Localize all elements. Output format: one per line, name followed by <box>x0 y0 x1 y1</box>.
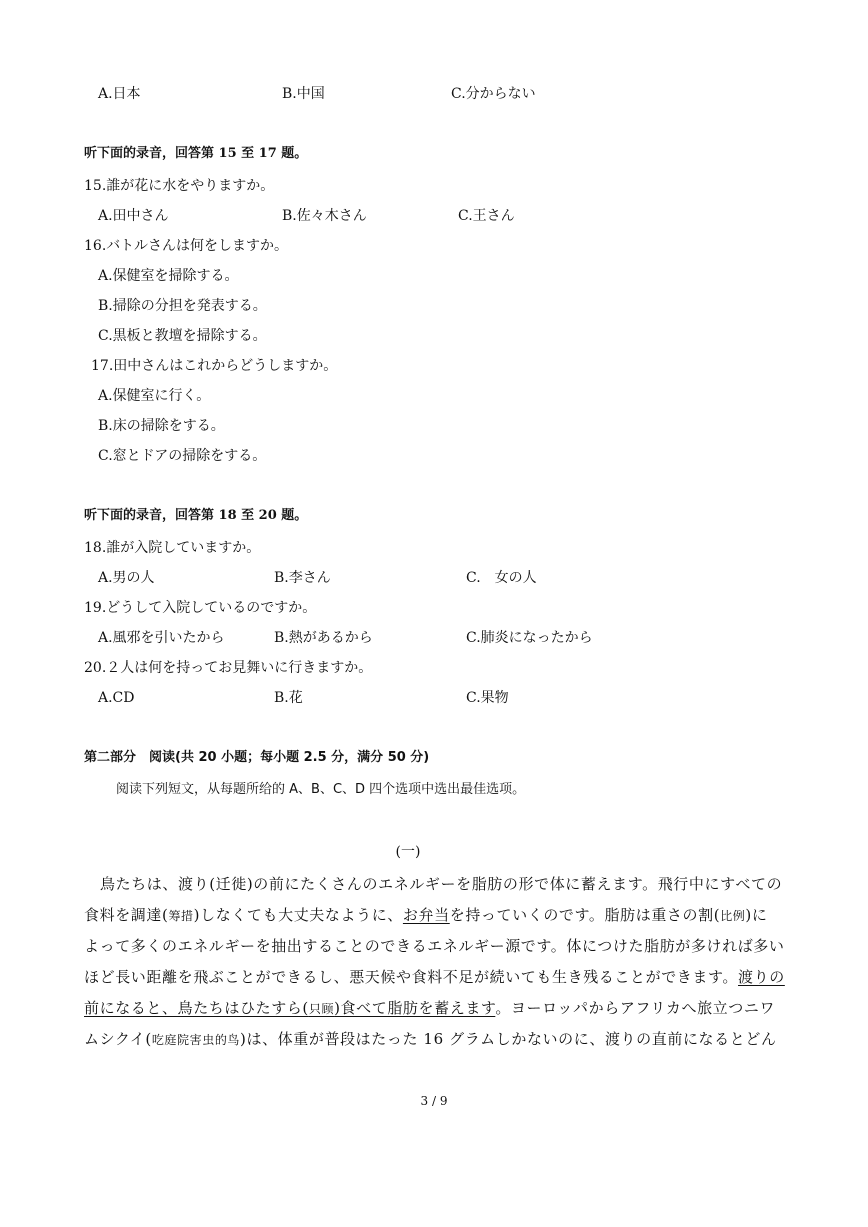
q17-stem: 17.田中さんはこれからどうしますか。 <box>91 358 338 374</box>
passage-line-6: ムシクイ(吃庭院害虫的鸟)は、体重が普段はたった 16 グラムしかないのに、渡りの直前になるとどん <box>84 1030 777 1048</box>
q17-option-c: C.窓とドアの掃除をする。 <box>98 448 267 464</box>
q20-option-c: C.果物 <box>466 690 509 706</box>
q17-option-b: B.床の掃除をする。 <box>98 418 225 434</box>
q20-option-b: B.花 <box>274 690 303 706</box>
page-number: 3 / 9 <box>420 1094 448 1108</box>
q19-option-b: B.熱があるから <box>274 630 373 646</box>
passage-line-4: ほど長い距離を飛ぶことができるし、悪天候や食料不足が続いても生き残ることができます。渡りの <box>84 968 785 986</box>
passage-line-3: よって多くのエネルギーを抽出することのできるエネルギー源です。体につけた脂肪が多ければ多い <box>84 937 785 955</box>
underline-sentence-start: 渡りの <box>738 968 785 986</box>
q17-option-a: A.保健室に行く。 <box>98 388 211 404</box>
q14-option-b: B.中国 <box>282 86 325 102</box>
q18-option-c: C. 女の人 <box>466 570 537 586</box>
q16-option-c: C.黒板と教壇を掃除する。 <box>98 328 267 344</box>
q15-option-c: C.王さん <box>458 208 515 224</box>
q19-option-c: C.肺炎になったから <box>466 630 593 646</box>
q15-stem: 15.誰が花に水をやりますか。 <box>84 178 275 194</box>
section-18-20-instruction: 听下面的录音，回答第 18 至 20 题。 <box>84 508 308 523</box>
q18-stem: 18.誰が入院していますか。 <box>84 540 261 556</box>
passage-line-5: 前になると、鳥たちはひたすら(只顾)食べて脂肪を蓄えます。ヨーロッパからアフリカへ旅立つニワ <box>84 999 776 1017</box>
part2-title: 第二部分 阅读(共 20 小题；每小题 2.5 分，满分 50 分) <box>84 750 430 765</box>
q18-option-b: B.李さん <box>274 570 331 586</box>
q20-stem: 20.２人は何を持ってお見舞いに行きますか。 <box>84 660 373 676</box>
section-15-17-instruction: 听下面的录音，回答第 15 至 17 题。 <box>84 146 308 161</box>
q19-stem: 19.どうして入院しているのですか。 <box>84 600 317 616</box>
q16-option-a: A.保健室を掃除する。 <box>98 268 239 284</box>
q19-option-a: A.風邪を引いたから <box>98 630 225 646</box>
underline-obento: お弁当 <box>402 906 450 924</box>
part2-instruction: 阅读下列短文，从每题所给的 A、B、C、D 四个选项中选出最佳选项。 <box>116 782 526 797</box>
q16-stem: 16.バトルさんは何をしますか。 <box>84 238 288 254</box>
q15-option-a: A.田中さん <box>98 208 169 224</box>
passage-number: (一) <box>395 844 421 860</box>
q14-option-c: C.分からない <box>451 86 536 102</box>
underline-sentence-end: 前になると、鳥たちはひたすら(只顾)食べて脂肪を蓄えます <box>84 999 496 1017</box>
passage-line-1: 鳥たちは、渡り(迁徙)の前にたくさんのエネルギーを脂肪の形で体に蓄えます。飛行中にすべての <box>100 875 783 893</box>
passage-line-2: 食料を調達(筹措)しなくても大丈夫なように、お弁当を持っていくのです。脂肪は重さの割(比例)に <box>84 906 768 924</box>
q16-option-b: B.掃除の分担を発表する。 <box>98 298 267 314</box>
q15-option-b: B.佐々木さん <box>282 208 367 224</box>
q18-option-a: A.男の人 <box>98 570 155 586</box>
q20-option-a: A.CD <box>98 690 135 706</box>
q14-option-a: A.日本 <box>98 86 141 102</box>
